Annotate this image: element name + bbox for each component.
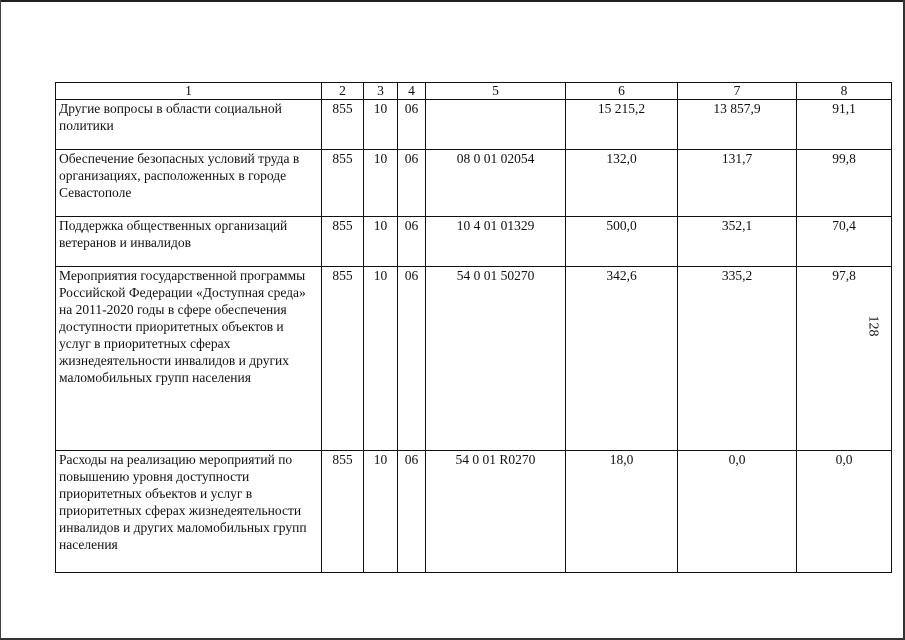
code-cell: 855 [322,451,364,573]
subsection-cell: 06 [398,100,426,150]
section-cell: 10 [364,217,398,267]
value-cell: 132,0 [566,150,678,217]
subsection-cell: 06 [398,150,426,217]
subsection-cell: 06 [398,451,426,573]
value-cell: 131,7 [678,150,797,217]
column-header: 1 [56,83,322,100]
value-cell: 13 857,9 [678,100,797,150]
column-header: 7 [678,83,797,100]
value-cell: 18,0 [566,451,678,573]
value-cell: 15 215,2 [566,100,678,150]
budget-table [55,82,892,573]
value-cell: 342,6 [566,267,678,451]
table-row [56,150,892,217]
column-header: 6 [566,83,678,100]
value-cell: 335,2 [678,267,797,451]
column-header: 4 [398,83,426,100]
section-cell: 10 [364,150,398,217]
code-cell: 855 [322,100,364,150]
row-name-cell: Расходы на реализацию мероприятий по повышению уровня доступности приоритетных объектов и услуг в приоритетных сферах жизнедеятельности инвалидов и других маломобильных групп населения [56,451,322,573]
percent-cell: 0,0 [797,451,892,573]
column-header: 2 [322,83,364,100]
table-row [56,451,892,573]
code-cell: 855 [322,217,364,267]
target-article-cell: 08 0 01 02054 [426,150,566,217]
table-row [56,267,892,451]
target-article-cell: 54 0 01 50270 [426,267,566,451]
column-header: 3 [364,83,398,100]
code-cell: 855 [322,150,364,217]
target-article-cell: 10 4 01 01329 [426,217,566,267]
percent-cell: 97,8 [797,267,892,451]
section-cell: 10 [364,451,398,573]
code-cell: 855 [322,267,364,451]
page-border-top [0,0,905,2]
target-article-cell [426,100,566,150]
value-cell: 0,0 [678,451,797,573]
percent-cell: 91,1 [797,100,892,150]
page-border-left [0,0,1,640]
table-row [56,217,892,267]
column-header: 5 [426,83,566,100]
section-cell: 10 [364,267,398,451]
value-cell: 500,0 [566,217,678,267]
table-header-row [56,83,892,100]
value-cell: 352,1 [678,217,797,267]
row-name-cell: Поддержка общественных организаций ветеранов и инвалидов [56,217,322,267]
row-name-cell: Мероприятия государственной программы Российской Федерации «Доступная среда» на 2011-2020 годы в сфере обеспечения доступности приоритетных объектов и услуг в приоритетных сферах жизнедеятельности инвалидов и других маломобильных групп населения [56,267,322,451]
percent-cell: 99,8 [797,150,892,217]
section-cell: 10 [364,100,398,150]
subsection-cell: 06 [398,267,426,451]
target-article-cell: 54 0 01 R0270 [426,451,566,573]
percent-cell: 70,4 [797,217,892,267]
column-header: 8 [797,83,892,100]
table-row [56,100,892,150]
row-name-cell: Другие вопросы в области социальной политики [56,100,322,150]
page-number: 128 [865,315,881,337]
subsection-cell: 06 [398,217,426,267]
row-name-cell: Обеспечение безопасных условий труда в организациях, расположенных в городе Севастополе [56,150,322,217]
